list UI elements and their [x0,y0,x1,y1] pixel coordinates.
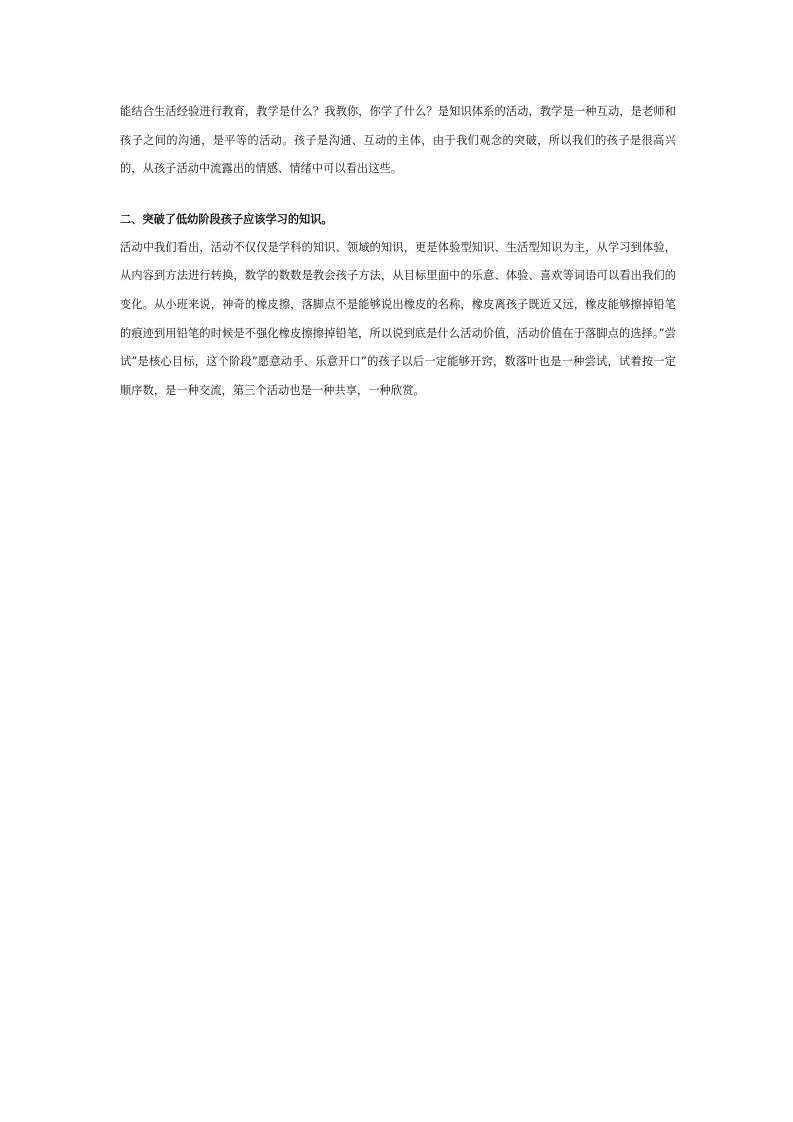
section-heading: 二、突破了低幼阶段孩子应该学习的知识。 [120,212,333,226]
body-paragraph: 能结合生活经验进行教育，教学是什么？我教你，你学了什么？是知识体系的活动，教学是一种互动，是老师和孩子之间的沟通，是平等的活动。孩子是沟通、互动的主体，由于我们观念的突破，所以我们的孩子是很高兴的，从孩子活动中流露出的情感、情绪中可以看出这些。 [120,105,676,176]
document-body [120,98,676,405]
body-paragraph: 活动中我们看出，活动不仅仅是学科的知识、领域的知识，更是体验型知识、生活型知识为主，从学习到体验，从内容到方法进行转换，数学的数数是教会孩子方法，从目标里面中的乐意、体验、喜欢等词语可以看出我们的变化。从小班来说，神奇的橡皮擦，落脚点不是能够说出橡皮的名称，橡皮离孩子既近又远，橡皮能够擦掉铅笔的痕迹到用铅笔的时候是不强化橡皮擦擦掉铅笔，所以说到底是什么活动价值，活动价值在于落脚点的选择。”尝试”是核心目标，这个阶段”愿意动手、乐意开口”的孩子以后一定能够开窍，数落叶也是一种尝试，试着按一定顺序数，是一种交流，第三个活动也是一种共享，一种欣赏。 [120,240,676,397]
